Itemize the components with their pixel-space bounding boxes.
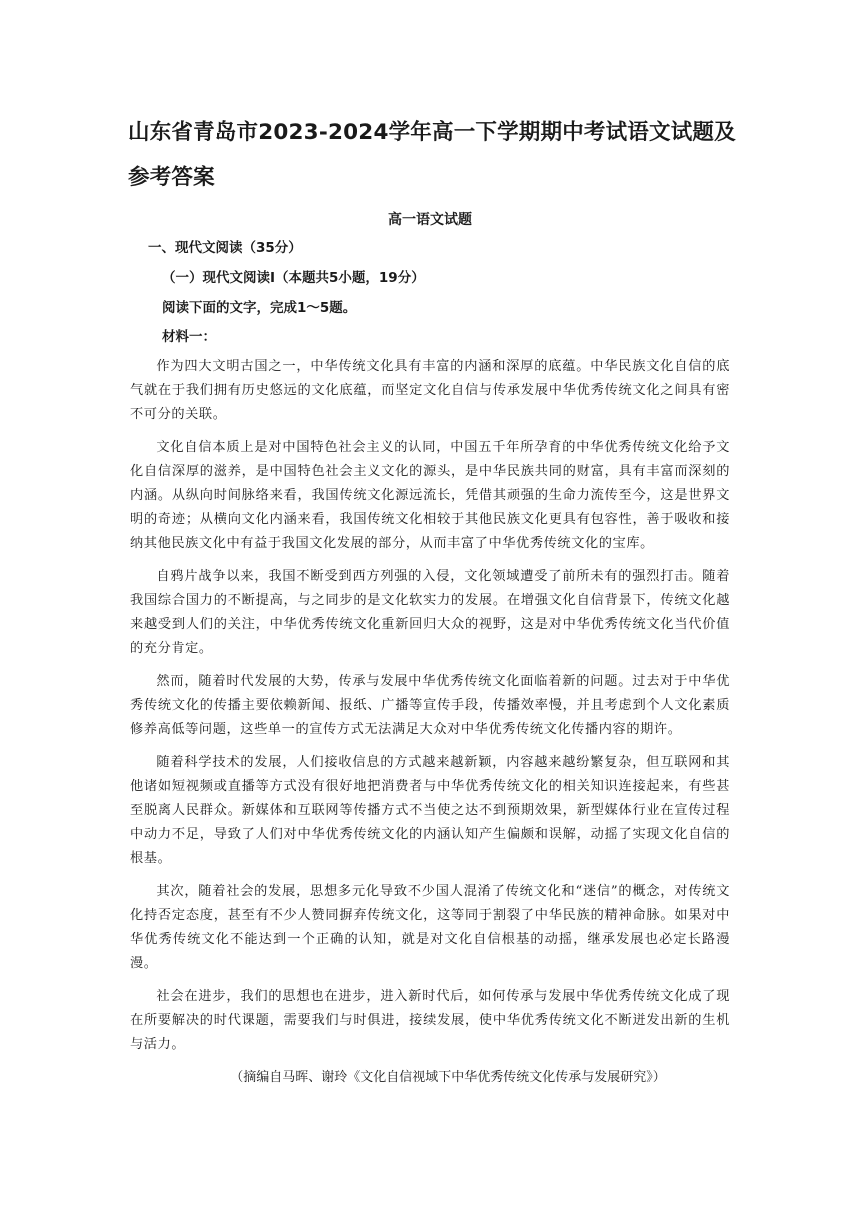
paragraph: 作为四大文明古国之一，中华传统文化具有丰富的内涵和深厚的底蕴。中华民族文化自信的底气就在于我们拥有历史悠远的文化底蕴，而坚定文化自信与传承发展中华优秀传统文化之间具有密不可分的关联。: [130, 359, 730, 422]
paragraph: 社会在进步，我们的思想也在进步，进入新时代后，如何传承与发展中华优秀传统文化成了现在所要解决的时代课题，需要我们与时俱进，接续发展，使中华优秀传统文化不断迸发出新的生机与活力。: [130, 989, 730, 1052]
material-label: 材料一：: [162, 329, 216, 345]
exam-title: 高一语文试题: [388, 212, 472, 228]
paragraph: 文化自信本质上是对中国特色社会主义的认同，中国五千年所孕育的中华优秀传统文化给予文化自信深厚的滋养，是中国特色社会主义文化的源头，是中华民族共同的财富，具有丰富而深刻的内涵。从纵向时间脉络来看，我国传统文化源远流长，凭借其顽强的生命力流传至今，这是世界文明的奇迹；从横向文化内涵来看，我国传统文化相较于其他民族文化更具有包容性，善于吸收和接纳其他民族文化中有益于我国文化发展的部分，从而丰富了中华优秀传统文化的宝库。: [130, 440, 730, 551]
paragraph: 随着科学技术的发展，人们接收信息的方式越来越新颖，内容越来越纷繁复杂，但互联网和其他诸如短视频或直播等方式没有很好地把消费者与中华优秀传统文化的相关知识连接起来，有些甚至脱离人民群众。新媒体和互联网等传播方式不当使之达不到预期效果，新型媒体行业在宣传过程中动力不足，导致了人们对中华优秀传统文化的内涵认知产生偏颇和误解，动摇了实现文化自信的根基。: [130, 755, 730, 866]
paragraph: 然而，随着时代发展的大势，传承与发展中华优秀传统文化面临着新的问题。过去对于中华优秀传统文化的传播主要依赖新闻、报纸、广播等宣传手段，传播效率慢，并且考虑到个人文化素质修养高低等问题，这些单一的宣传方式无法满足大众对中华优秀传统文化传播内容的期许。: [130, 674, 730, 737]
document-title: 山东省青岛市2023-2024学年高一下学期期中考试语文试题及参考答案: [128, 120, 736, 190]
reading-instruction: 阅读下面的文字，完成1～5题。: [162, 300, 357, 316]
material-body: [130, 355, 730, 1090]
section-heading: 一、现代文阅读（35分）: [148, 240, 302, 256]
paragraph: 自鸦片战争以来，我国不断受到西方列强的入侵，文化领域遭受了前所未有的强烈打击。随着我国综合国力的不断提高，与之同步的是文化软实力的发展。在增强文化自信背景下，传统文化越来越受到人们的关注，中华优秀传统文化重新回归大众的视野，这是对中华优秀传统文化当代价值的充分肯定。: [130, 569, 730, 656]
paragraph: 其次，随着社会的发展，思想多元化导致不少国人混淆了传统文化和“迷信”的概念，对传统文化持否定态度，甚至有不少人赞同摒弃传统文化，这等同于割裂了中华民族的精神命脉。如果对中华优秀传统文化不能达到一个正确的认知，就是对文化自信根基的动摇，继承发展也必定长路漫漫。: [130, 884, 730, 971]
source-citation: （摘编自马晖、谢玲《文化自信视域下中华优秀传统文化传承与发展研究》）: [230, 1070, 666, 1085]
subsection-heading: （一）现代文阅读Ⅰ（本题共5小题，19分）: [162, 270, 425, 286]
